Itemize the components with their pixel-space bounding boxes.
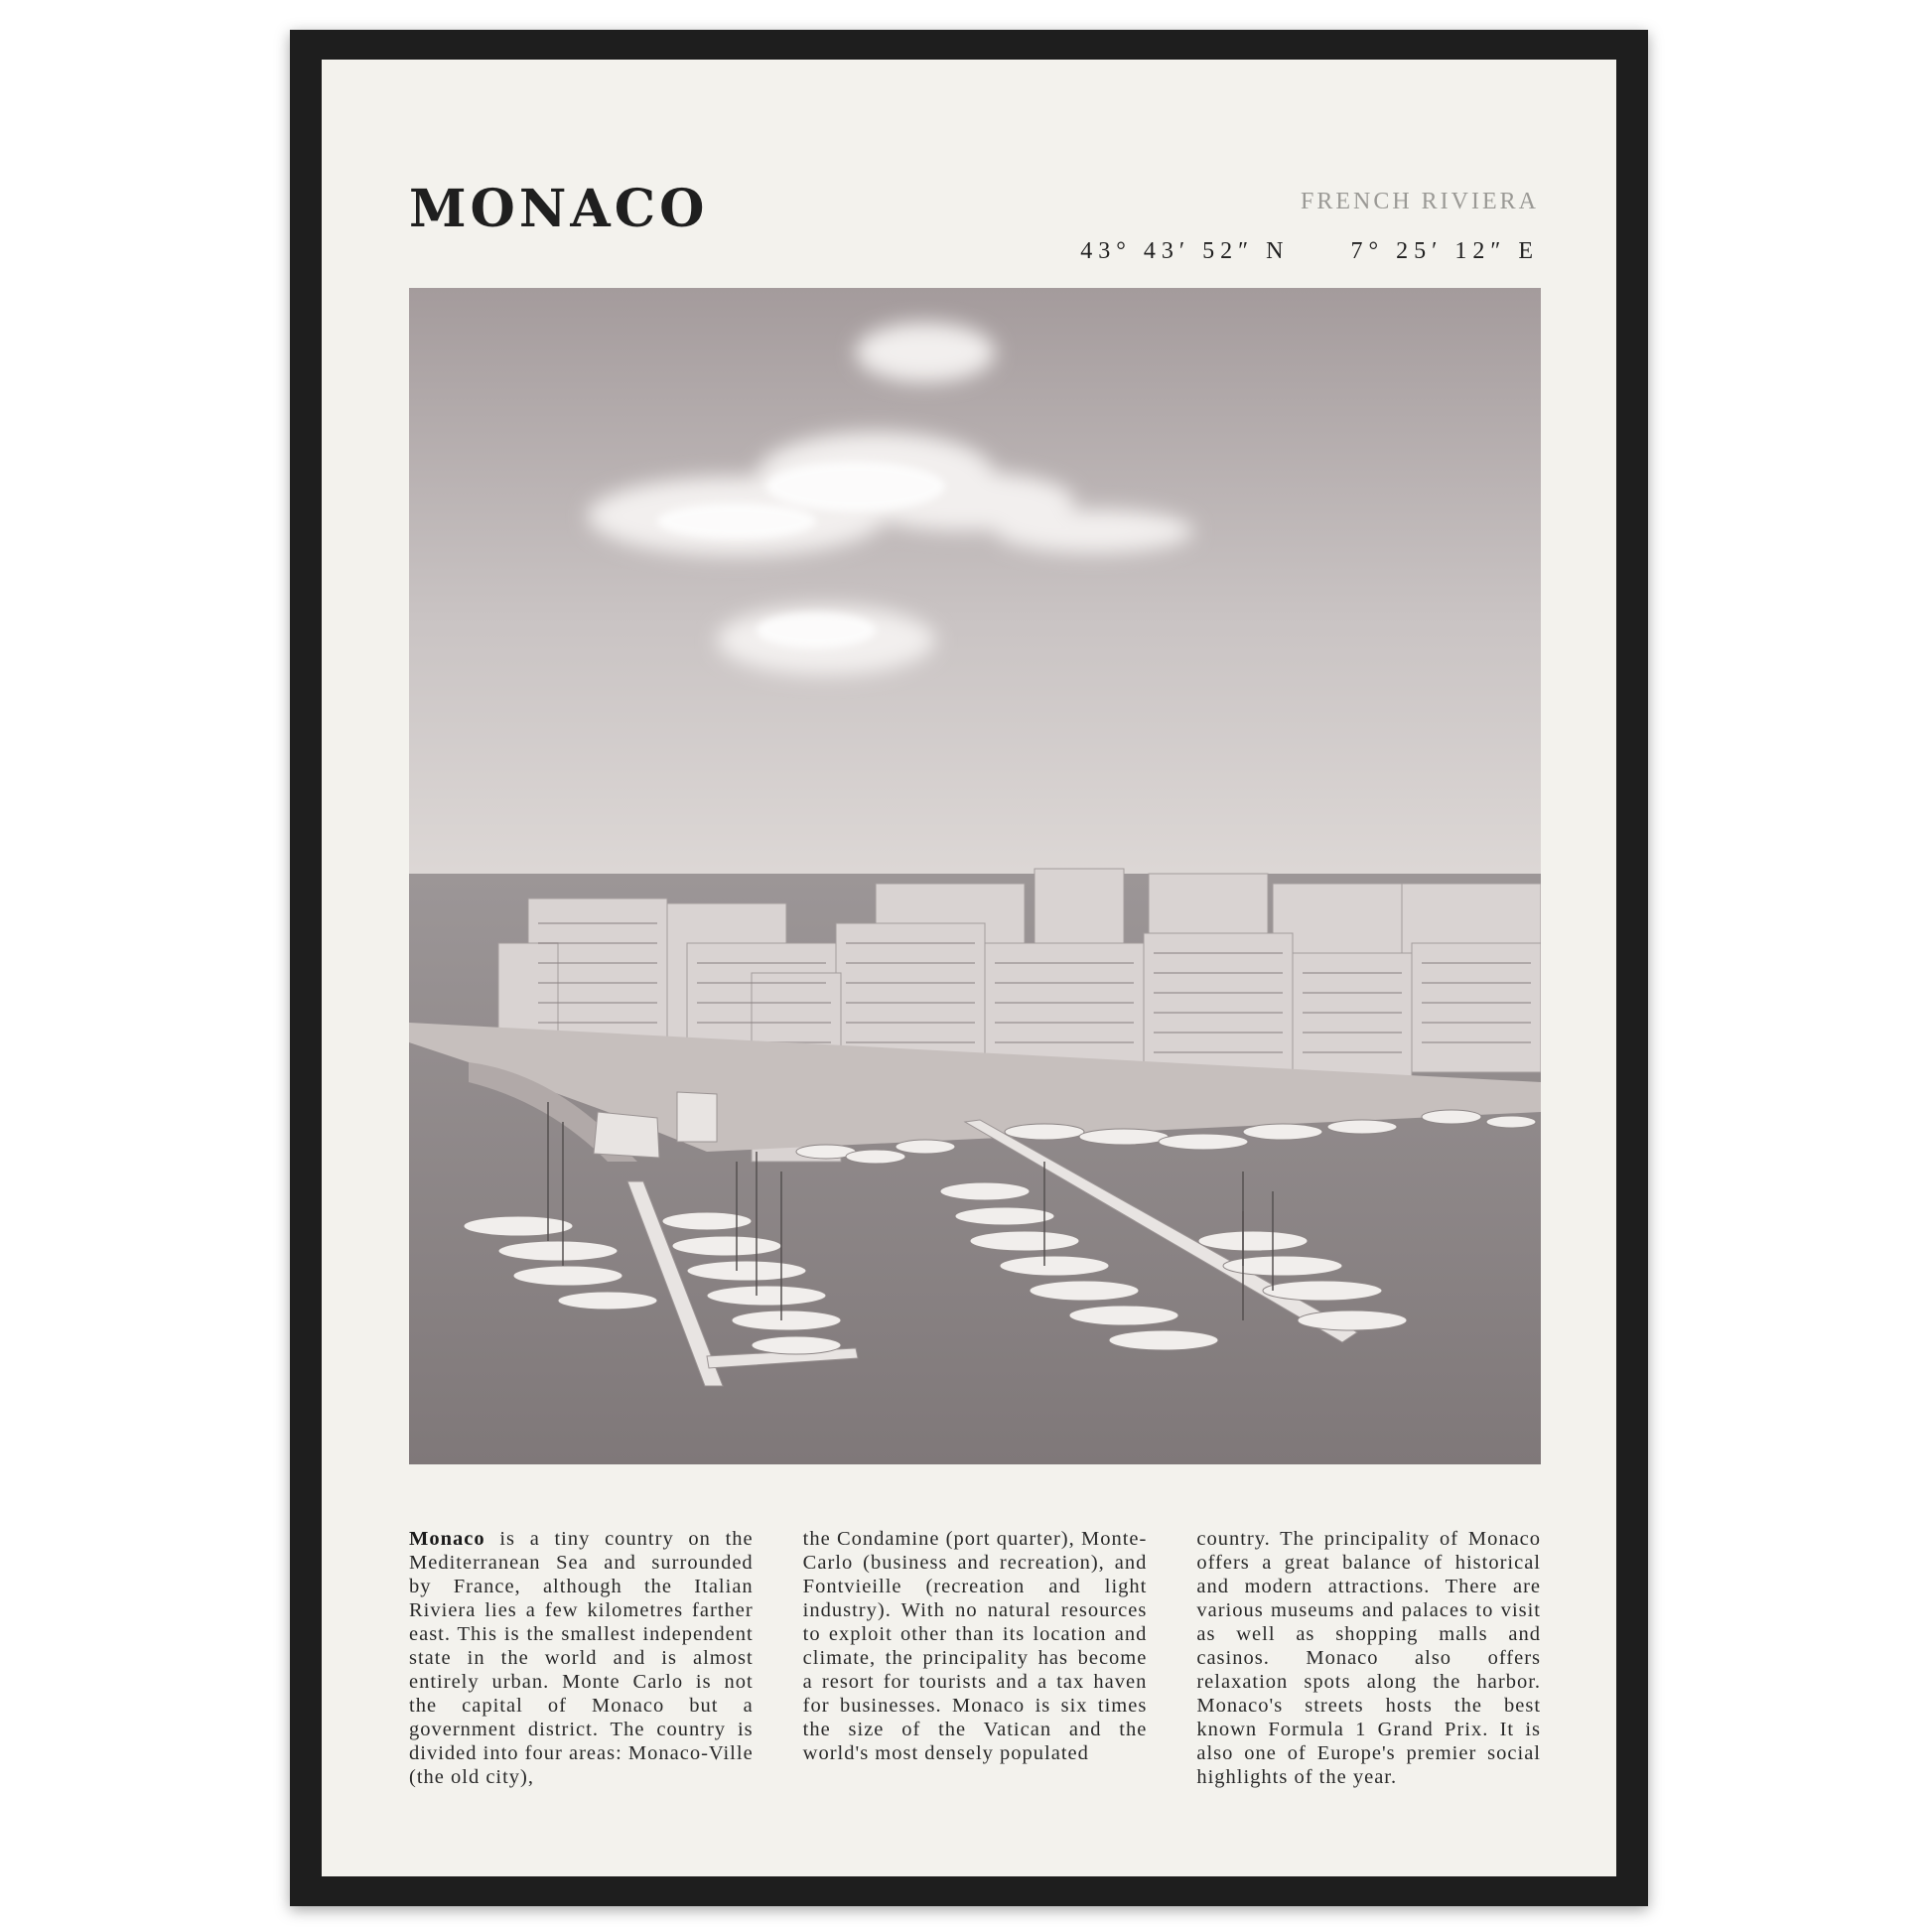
harbour-photo-illustration: [409, 288, 1541, 1464]
longitude: 7° 25′ 12″ E: [1350, 238, 1539, 264]
poster-title: MONACO: [409, 179, 709, 239]
body-column-1: [409, 1527, 754, 1789]
body-text: [409, 1527, 1541, 1789]
body-lead: Monaco: [409, 1528, 485, 1550]
region-label: FRENCH RIVIERA: [1300, 189, 1539, 214]
poster-frame: [290, 30, 1648, 1906]
latitude: 43° 43′ 52″ N: [1080, 238, 1290, 264]
body-column-1-text: is a tiny country on the Mediterranean Sea and surrounded by France, although the Italian Riviera lies a few kilometres farther east. This is the smallest independent state in the world and is almost entirely urban. Monte Carlo is not the capital of Monaco but a government district. The country is divided into four areas: Monaco-Ville (the old city),: [409, 1528, 754, 1788]
sky: [409, 288, 1541, 884]
poster-mat: [322, 60, 1616, 1876]
harbour-photo: [409, 288, 1541, 1464]
coordinates: [1080, 238, 1539, 265]
body-column-2: the Condamine (port quarter), Monte-Carlo (business and recreation), and Fontvieille (recreation and light industry). With no natural resources to exploit other than its location and climate, the principality has become a resort for tourists and a tax haven for businesses. Monaco is six times the size of the Vatican and the world's most densely populated: [802, 1528, 1148, 1764]
body-column-3: country. The principality of Monaco offers a great balance of historical and modern attractions. There are various museums and palaces to visit as well as shopping malls and casinos. Monaco also offers relaxation spots along the harbor. Monaco's streets hosts the best known Formula 1 Grand Prix. It is also one of Europe's premier social highlights of the year.: [1196, 1528, 1542, 1788]
